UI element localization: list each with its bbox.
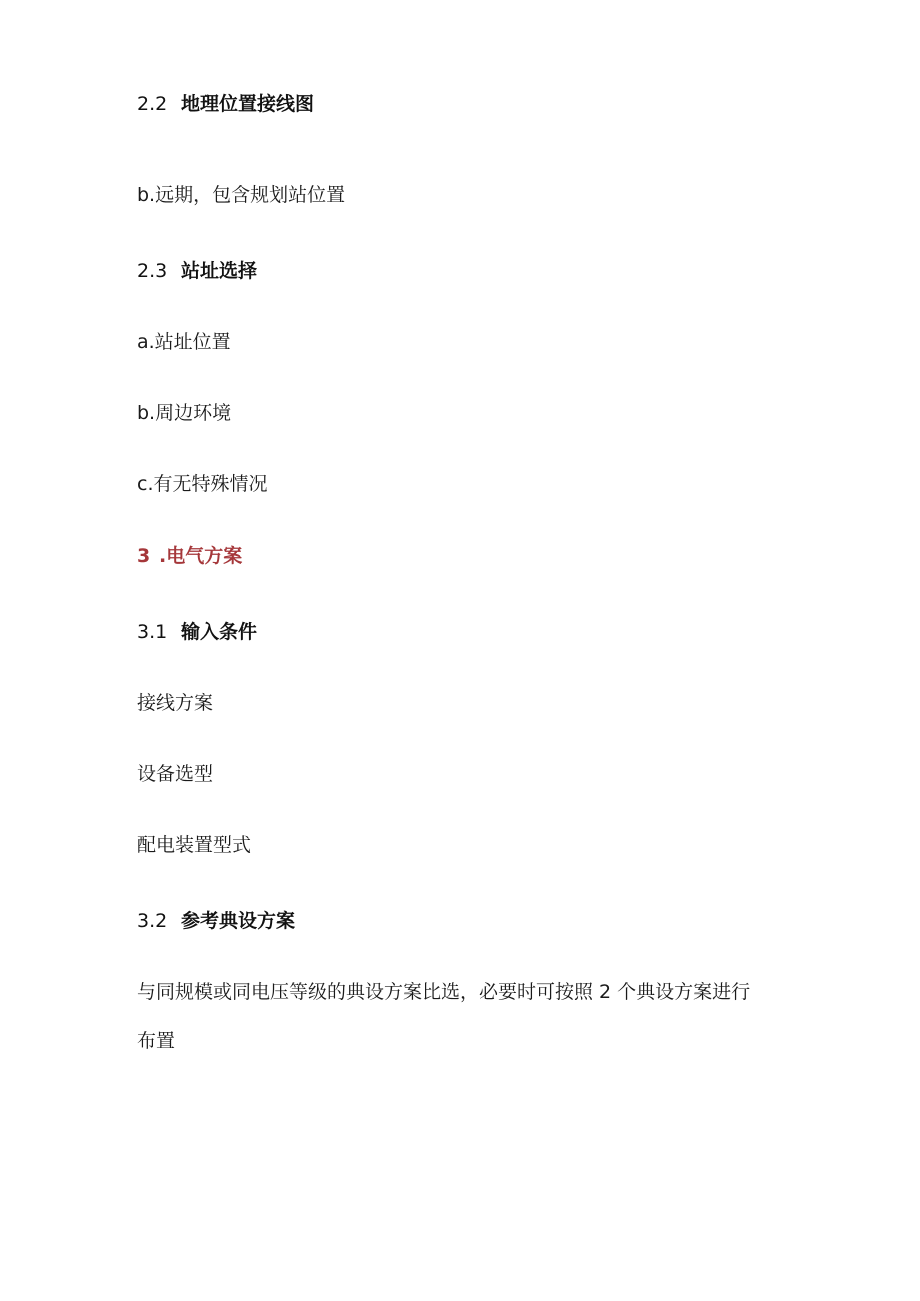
section-title: .电气方案 xyxy=(159,545,243,567)
paragraph-2-3-a: a.站址位置 xyxy=(137,331,231,353)
heading-2-3 xyxy=(137,259,257,283)
section-number: 3 xyxy=(137,545,151,567)
heading-number: 3.1 xyxy=(137,621,168,643)
heading-title: 输入条件 xyxy=(181,621,258,643)
heading-number: 2.2 xyxy=(137,93,168,115)
heading-number: 3.2 xyxy=(137,910,168,932)
paragraph-2-2-b: b.远期，包含规划站位置 xyxy=(137,184,346,206)
section-heading-3 xyxy=(137,544,242,568)
heading-3-2 xyxy=(137,909,295,933)
heading-2-2 xyxy=(137,92,314,116)
paragraph-3-2-line-1: 与同规模或同电压等级的典设方案比选，必要时可按照 2 个典设方案进行 xyxy=(137,981,751,1003)
heading-title: 站址选择 xyxy=(181,260,258,282)
paragraph-3-1-2: 设备选型 xyxy=(137,763,214,785)
heading-title: 参考典设方案 xyxy=(181,910,296,932)
heading-3-1 xyxy=(137,620,257,644)
paragraph-3-1-3: 配电装置型式 xyxy=(137,834,252,856)
paragraph-2-3-c: c.有无特殊情况 xyxy=(137,473,268,495)
paragraph-3-1-1: 接线方案 xyxy=(137,692,214,714)
heading-number: 2.3 xyxy=(137,260,168,282)
paragraph-2-3-b: b.周边环境 xyxy=(137,402,232,424)
heading-title: 地理位置接线图 xyxy=(181,93,315,115)
paragraph-3-2-line-2: 布置 xyxy=(137,1030,176,1052)
